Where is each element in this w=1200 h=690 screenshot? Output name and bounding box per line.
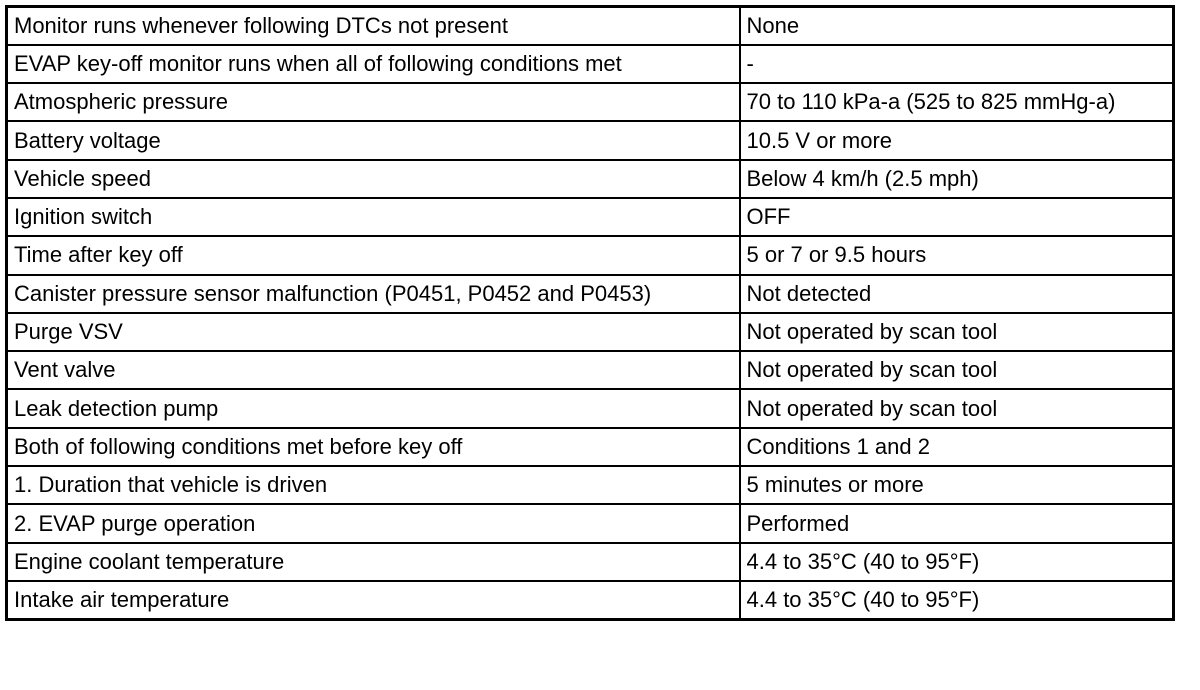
condition-cell: Battery voltage (7, 121, 740, 159)
conditions-table-container (5, 5, 1172, 621)
value-cell: 5 minutes or more (740, 466, 1174, 504)
table-row (7, 504, 1174, 542)
condition-cell: Engine coolant temperature (7, 543, 740, 581)
table-row (7, 121, 1174, 159)
value-cell: 70 to 110 kPa-a (525 to 825 mmHg-a) (740, 83, 1174, 121)
table-row (7, 581, 1174, 619)
table-row (7, 236, 1174, 274)
table-row (7, 160, 1174, 198)
condition-cell: Leak detection pump (7, 389, 740, 427)
table-row (7, 543, 1174, 581)
condition-cell: Atmospheric pressure (7, 83, 740, 121)
condition-cell: Time after key off (7, 236, 740, 274)
condition-cell: Canister pressure sensor malfunction (P0451, P0452 and P0453) (7, 275, 740, 313)
value-cell: 5 or 7 or 9.5 hours (740, 236, 1174, 274)
value-cell: OFF (740, 198, 1174, 236)
value-cell: None (740, 7, 1174, 45)
condition-cell: 2. EVAP purge operation (7, 504, 740, 542)
value-cell: Not operated by scan tool (740, 351, 1174, 389)
value-cell: Not detected (740, 275, 1174, 313)
value-cell: Not operated by scan tool (740, 313, 1174, 351)
table-row (7, 466, 1174, 504)
table-row (7, 275, 1174, 313)
condition-cell: Both of following conditions met before key off (7, 428, 740, 466)
table-row (7, 45, 1174, 83)
condition-cell: 1. Duration that vehicle is driven (7, 466, 740, 504)
condition-cell: Vent valve (7, 351, 740, 389)
table-row (7, 7, 1174, 45)
table-row (7, 198, 1174, 236)
value-cell: 4.4 to 35°C (40 to 95°F) (740, 581, 1174, 619)
table-row (7, 428, 1174, 466)
value-cell: Not operated by scan tool (740, 389, 1174, 427)
value-cell: Performed (740, 504, 1174, 542)
value-cell: - (740, 45, 1174, 83)
table-row (7, 351, 1174, 389)
table-row (7, 313, 1174, 351)
value-cell: 10.5 V or more (740, 121, 1174, 159)
value-cell: 4.4 to 35°C (40 to 95°F) (740, 543, 1174, 581)
condition-cell: Monitor runs whenever following DTCs not present (7, 7, 740, 45)
table-row (7, 389, 1174, 427)
condition-cell: Intake air temperature (7, 581, 740, 619)
value-cell: Below 4 km/h (2.5 mph) (740, 160, 1174, 198)
condition-cell: Ignition switch (7, 198, 740, 236)
condition-cell: Vehicle speed (7, 160, 740, 198)
table-body (7, 7, 1174, 620)
condition-cell: EVAP key-off monitor runs when all of following conditions met (7, 45, 740, 83)
monitor-conditions-table (5, 5, 1175, 621)
value-cell: Conditions 1 and 2 (740, 428, 1174, 466)
table-row (7, 83, 1174, 121)
condition-cell: Purge VSV (7, 313, 740, 351)
